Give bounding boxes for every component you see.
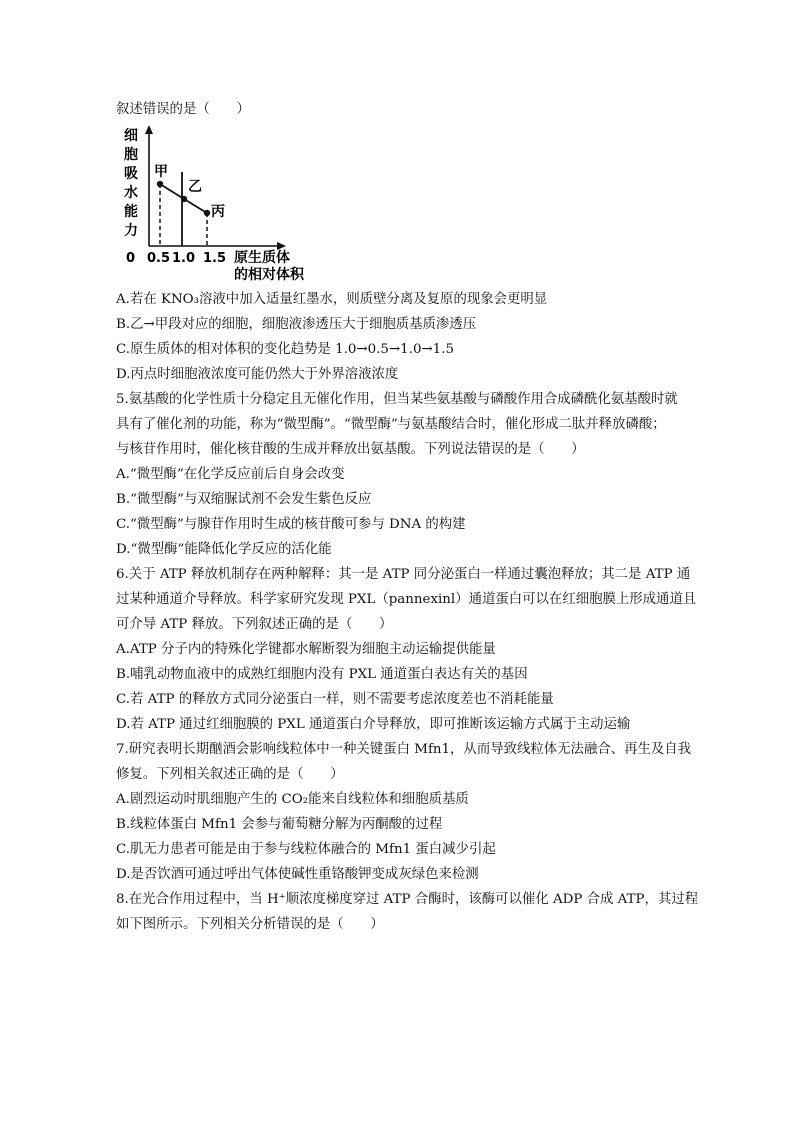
y-axis-label-char: 胞 <box>124 147 138 163</box>
q4-option-a: A.若在 KNO₃溶液中加入适量红墨水，则质壁分离及复原的现象会更明显 <box>116 292 548 307</box>
q7-option-c: C.肌无力患者可能是由于参与线粒体融合的 Mfn1 蛋白减少引起 <box>116 842 496 857</box>
x-axis-label-line1: 原生质体 <box>234 250 290 266</box>
x-tick-label: 1.0 <box>172 251 196 266</box>
q7-stem-line2: 修复。下列相关叙述正确的是（ ） <box>116 767 344 782</box>
q6-option-a: A.ATP 分子内的特殊化学键都水解断裂为细胞主动运输提供能量 <box>116 642 496 657</box>
x-origin-label: 0 <box>126 251 136 266</box>
q6-stem-line1: 6.关于 ATP 释放机制存在两种解释：其一是 ATP 同分泌蛋白一样通过囊泡释放；其二是 ATP 通 <box>116 567 691 582</box>
q7-stem-line1: 7.研究表明长期酗酒会影响线粒体中一种关键蛋白 Mfn1，从而导致线粒体无法融合、再生及自我 <box>116 742 692 757</box>
point-jia <box>157 181 163 187</box>
q6-option-d: D.若 ATP 通过红细胞膜的 PXL 通道蛋白介导释放，即可推断该运输方式属于主动运输 <box>116 717 631 732</box>
q5-option-d: D.“微型酶”能降低化学反应的活化能 <box>116 542 332 557</box>
q6-stem-line2: 过某种通道介导释放。科学家研究发现 PXL（pannexinl）通道蛋白可以在红细胞膜上形成通道且 <box>116 592 697 607</box>
q7-option-d: D.是否饮酒可通过呼出气体使碱性重铬酸钾变成灰绿色来检测 <box>116 867 479 882</box>
x-tick-label: 0.5 <box>147 251 171 266</box>
y-axis-label-char: 水 <box>124 185 138 201</box>
q7-option-b: B.线粒体蛋白 Mfn1 会参与葡萄糖分解为丙酮酸的过程 <box>116 817 443 832</box>
q7-option-a: A.剧烈运动时肌细胞产生的 CO₂能来自线粒体和细胞质基质 <box>116 792 469 807</box>
q5-option-b: B.“微型酶”与双缩脲试剂不会发生紫色反应 <box>116 492 372 507</box>
q6-option-c: C.若 ATP 的释放方式同分泌蛋白一样，则不需要考虑浓度差也不消耗能量 <box>116 692 554 707</box>
q4-option-d: D.丙点时细胞液浓度可能仍然大于外界溶液浓度 <box>116 367 399 382</box>
point-label-jia: 甲 <box>154 164 168 180</box>
point-label-yi: 乙 <box>188 179 202 195</box>
q5-option-a: A.“微型酶”在化学反应前后自身会改变 <box>116 467 345 482</box>
y-axis-label-char: 力 <box>124 223 138 239</box>
question-intro: 叙述错误的是（ ） <box>116 102 250 117</box>
x-axis-arrow <box>277 242 286 250</box>
q5-stem-line2: 具有了催化剂的功能，称为“微型酶”。“微型酶”与氨基酸结合时，催化形成二肽并释放磷酸； <box>116 417 666 432</box>
water-absorption-figure <box>112 124 332 284</box>
y-axis-arrow <box>145 125 153 134</box>
point-label-bing: 丙 <box>211 204 225 220</box>
q5-option-c: C.“微型酶”与腺苷作用时生成的核苷酸可参与 DNA 的构建 <box>116 517 466 532</box>
y-axis-label-char: 细 <box>124 128 138 144</box>
q8-stem-line2: 如下图所示。下列相关分析错误的是（ ） <box>116 917 384 932</box>
q5-stem-line1: 5.氨基酸的化学性质十分稳定且无催化作用，但当某些氨基酸与磷酸作用合成磷酰化氨基酸时就 <box>116 392 678 407</box>
x-axis-label-line2: 的相对体积 <box>234 267 304 283</box>
q8-stem-line1: 8.在光合作用过程中，当 H⁺顺浓度梯度穿过 ATP 合酶时，该酶可以催化 ADP 合成 ATP，其过程 <box>116 892 699 907</box>
q4-option-c: C.原生质体的相对体积的变化趋势是 1.0→0.5→1.0→1.5 <box>116 342 454 357</box>
q6-option-b: B.哺乳动物血液中的成熟红细胞内没有 PXL 通道蛋白表达有关的基因 <box>116 667 528 682</box>
x-tick-label: 1.5 <box>203 251 227 266</box>
q5-stem-line3: 与核苷作用时，催化核苷酸的生成并释放出氨基酸。下列说法错误的是（ ） <box>116 442 585 457</box>
y-axis-label-char: 能 <box>124 204 138 220</box>
point-bing <box>204 210 210 216</box>
q6-stem-line3: 可介导 ATP 释放。下列叙述正确的是（ ） <box>116 617 393 632</box>
q4-option-b: B.乙→甲段对应的细胞，细胞液渗透压大于细胞质基质渗透压 <box>116 317 477 332</box>
point-yi <box>181 196 187 202</box>
y-axis-label-char: 吸 <box>124 166 138 182</box>
